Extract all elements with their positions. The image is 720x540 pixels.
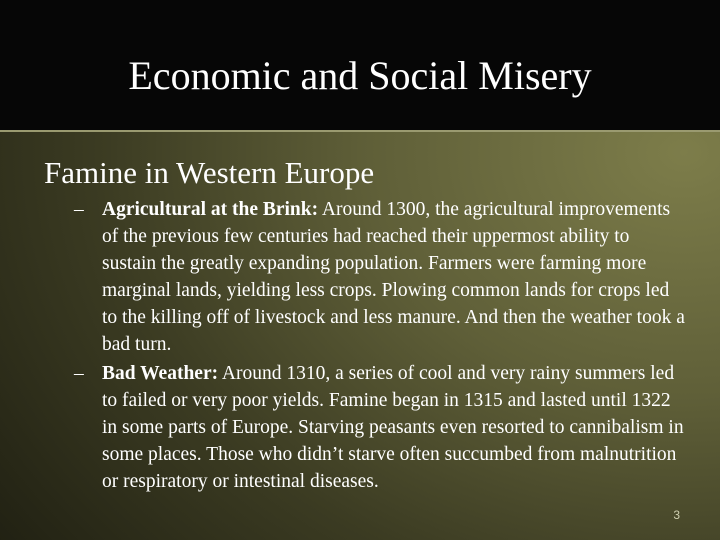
slide-body (0, 130, 720, 540)
bullet-item (74, 360, 686, 495)
bullet-list (74, 196, 686, 497)
bullet-marker: – (74, 199, 84, 220)
bullet-lead: Bad Weather: (102, 363, 219, 384)
page-number: 3 (673, 508, 680, 522)
bullet-marker: – (74, 363, 84, 384)
bullet-lead: Agricultural at the Brink: (102, 199, 319, 220)
title-band (0, 0, 720, 130)
section-heading: Famine in Western Europe (44, 155, 375, 190)
bullet-text: Around 1300, the agricultural improvements of the previous few centuries had reached their uppermost ability to sustain the greatly expanding population. Farmers were farming more marginal lands, yielding less crops. Plowing common lands for crops led to the killing off of livestock and less manure. And then the weather took a bad turn. (102, 199, 685, 355)
bullet-item (74, 196, 686, 358)
bullet-text: Around 1310, a series of cool and very rainy summers led to failed or very poor yields. Famine began in 1315 and lasted until 1322 in some parts of Europe. Starving peasants even resorted to cannibalism in some places. Those who didn’t starve often succumbed from malnutrition or respiratory or intestinal diseases. (102, 363, 684, 492)
slide-title: Economic and Social Misery (128, 53, 592, 98)
